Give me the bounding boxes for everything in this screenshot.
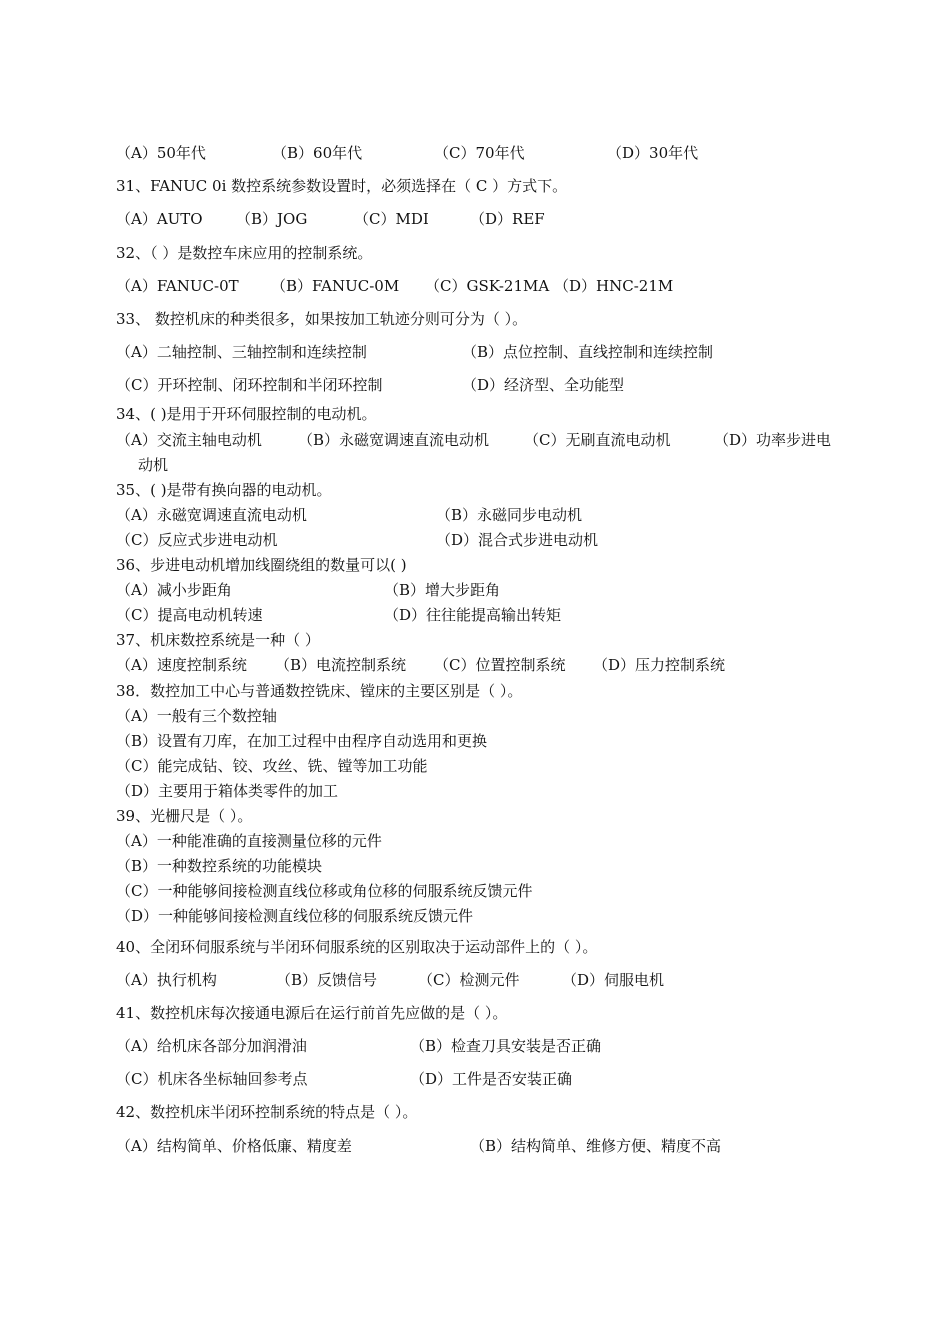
q41-option-b: （B）检查刀具安装是否正确	[410, 1037, 602, 1055]
q33-option-a: （A）二轴控制、三轴控制和连续控制	[116, 343, 367, 361]
q35-option-d: （D）混合式步进电动机	[436, 531, 599, 549]
q42-option-b: （B）结构简单、维修方便、精度不高	[470, 1137, 722, 1155]
q42-option-a: （A）结构简单、价格低廉、精度差	[116, 1137, 352, 1155]
q31-option-a: （A）AUTO	[116, 210, 203, 228]
q32-stem: 32、（ ）是数控车床应用的控制系统。	[116, 244, 373, 262]
q32-option-a: （A）FANUC-0T	[116, 277, 239, 295]
q38-option-d: （D）主要用于箱体类零件的加工	[116, 782, 339, 800]
q40-option-a: （A）执行机构	[116, 971, 217, 989]
q30-option-c: （C）70年代	[434, 144, 525, 162]
q36-option-a: （A）减小步距角	[116, 581, 232, 599]
q40-option-b: （B）反馈信号	[276, 971, 378, 989]
q34-option-b: （B）永磁宽调速直流电动机	[298, 431, 490, 449]
q41-option-a: （A）给机床各部分加润滑油	[116, 1037, 307, 1055]
q30-option-d: （D）30年代	[607, 144, 699, 162]
q33-option-d: （D）经济型、全功能型	[462, 376, 625, 394]
q34-option-d: （D）功率步进电	[714, 431, 832, 449]
q39-option-a: （A）一种能准确的直接测量位移的元件	[116, 832, 382, 850]
q33-option-b: （B）点位控制、直线控制和连续控制	[462, 343, 714, 361]
q34-stem: 34、( )是用于开环伺服控制的电动机。	[116, 405, 377, 423]
q35-option-c: （C）反应式步进电动机	[116, 531, 278, 549]
q40-option-c: （C）检测元件	[418, 971, 520, 989]
q40-stem: 40、全闭环伺服系统与半闭环伺服系统的区别取决于运动部件上的（ ）。	[116, 938, 598, 956]
q42-stem: 42、数控机床半闭环控制系统的特点是（ ）。	[116, 1103, 418, 1121]
q35-stem: 35、( )是带有换向器的电动机。	[116, 481, 332, 499]
q33-option-c: （C）开环控制、闭环控制和半闭环控制	[116, 376, 383, 394]
q32-option-d: （D）HNC-21M	[554, 277, 674, 295]
q35-option-a: （A）永磁宽调速直流电动机	[116, 506, 307, 524]
q33-stem: 33、 数控机床的种类很多，如果按加工轨迹分则可分为（ ）。	[116, 310, 528, 328]
q38-stem: 38．数控加工中心与普通数控铣床、镗床的主要区别是（ ）。	[116, 682, 523, 700]
q37-stem: 37、机床数控系统是一种（ ）	[116, 631, 320, 649]
q38-option-b: （B）设置有刀库，在加工过程中由程序自动选用和更换	[116, 732, 488, 750]
q32-option-b: （B）FANUC-0M	[271, 277, 400, 295]
q30-option-b: （B）60年代	[272, 144, 363, 162]
q34-option-a: （A）交流主轴电动机	[116, 431, 262, 449]
q36-stem: 36、步进电动机增加线圈绕组的数量可以( )	[116, 556, 407, 574]
q37-option-a: （A）速度控制系统	[116, 656, 247, 674]
q39-option-b: （B）一种数控系统的功能模块	[116, 857, 323, 875]
q36-option-d: （D）往往能提高输出转矩	[384, 606, 562, 624]
q39-option-c: （C）一种能够间接检测直线位移或角位移的伺服系统反馈元件	[116, 882, 533, 900]
q35-option-b: （B）永磁同步电动机	[436, 506, 583, 524]
q36-option-c: （C）提高电动机转速	[116, 606, 263, 624]
q38-option-c: （C）能完成钻、铰、攻丝、铣、镗等加工功能	[116, 757, 428, 775]
q36-option-b: （B）增大步距角	[384, 581, 501, 599]
q41-stem: 41、数控机床每次接通电源后在运行前首先应做的是（ ）。	[116, 1004, 508, 1022]
q31-stem: 31、FANUC 0i 数控系统参数设置时，必须选择在（ C ）方式下。	[116, 177, 568, 195]
q31-option-c: （C）MDI	[354, 210, 429, 228]
q39-stem: 39、光栅尺是（ ）。	[116, 807, 253, 825]
q34-option-c: （C）无刷直流电动机	[524, 431, 671, 449]
q32-option-c: （C）GSK-21MA	[425, 277, 550, 295]
q37-option-d: （D）压力控制系统	[593, 656, 726, 674]
q38-option-a: （A）一般有三个数控轴	[116, 707, 277, 725]
q30-option-a: （A）50年代	[116, 144, 206, 162]
q41-option-d: （D）工件是否安装正确	[410, 1070, 573, 1088]
q31-option-b: （B）JOG	[236, 210, 308, 228]
q40-option-d: （D）伺服电机	[562, 971, 665, 989]
q37-option-c: （C）位置控制系统	[434, 656, 566, 674]
q41-option-c: （C）机床各坐标轴回参考点	[116, 1070, 308, 1088]
q34-option-d-continuation: 动机	[138, 456, 169, 474]
q39-option-d: （D）一种能够间接检测直线位移的伺服系统反馈元件	[116, 907, 474, 925]
q31-option-d: （D）REF	[470, 210, 545, 228]
q37-option-b: （B）电流控制系统	[275, 656, 407, 674]
